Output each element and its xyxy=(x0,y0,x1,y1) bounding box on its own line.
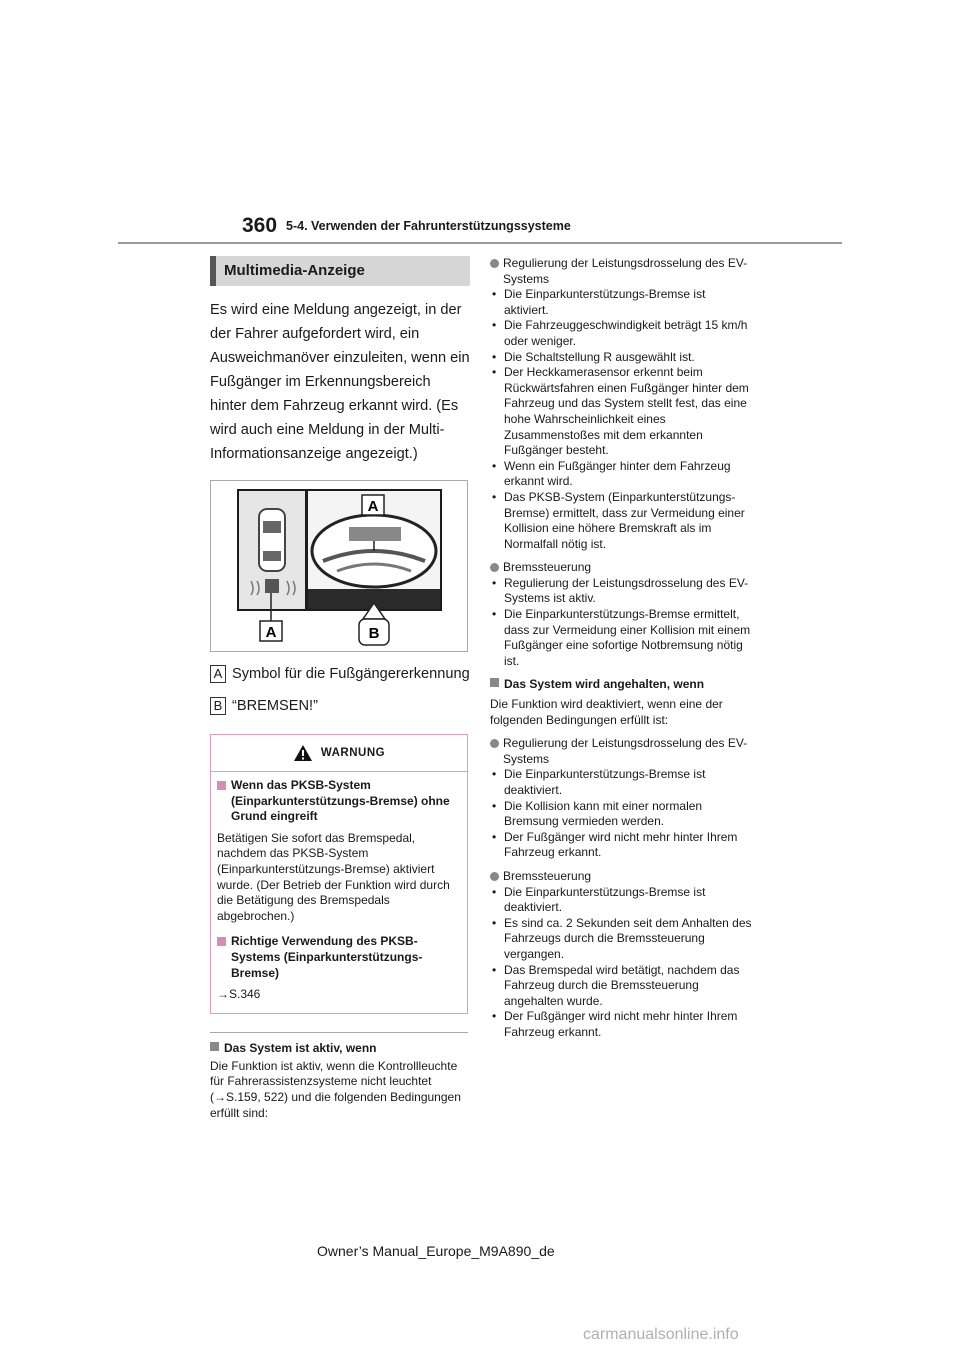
list-item: • Der Fußgänger wird nicht mehr hinter Ihrem Fahrzeug erkannt. xyxy=(490,830,752,861)
condition-group xyxy=(490,869,752,1041)
footer-manual-id: Owner’s Manual_Europe_M9A890_de xyxy=(317,1243,555,1259)
list-item: • Regulierung der Leistungsdrosselung des EV-Systems ist aktiv. xyxy=(490,576,752,607)
list-item: • Die Einparkunterstützungs-Bremse ermittelt, dass zur Vermeidung einer Kollision mit einem Fußgänger eine sofortige Notbremsung nötig ist. xyxy=(490,607,752,669)
separator xyxy=(210,1032,468,1033)
multimedia-display-figure xyxy=(210,480,468,652)
subsection-title: Das System ist aktiv, wenn xyxy=(210,1041,470,1055)
list-item: • Die Einparkunterstützungs-Bremse ist deaktiviert. xyxy=(490,767,752,798)
condition-group xyxy=(490,256,752,552)
warning-item-text: Betätigen Sie sofort das Bremspedal, nachdem das PKSB-System (Einparkunterstützungs-Bremse) aktiviert wurde. (Der Betrieb der Funktion wird durch die Betätigung des Bremspedals abgebrochen.) xyxy=(217,830,450,923)
condition-group xyxy=(490,560,752,669)
car-windshield xyxy=(263,521,281,533)
list-item: • Der Fußgänger wird nicht mehr hinter Ihrem Fahrzeug erkannt. xyxy=(490,1009,752,1040)
list-item: • Die Fahrzeuggeschwindigkeit beträgt 15 km/h oder weniger. xyxy=(490,318,752,349)
page-number: 360 xyxy=(242,214,278,237)
group-head: Bremssteuerung xyxy=(503,868,592,883)
group-head: Regulierung der Leistungsdrosselung des EV-Systems xyxy=(503,736,748,766)
list-item: • Die Einparkunterstützungs-Bremse ist aktiviert. xyxy=(490,287,752,318)
warning-heading xyxy=(211,735,467,772)
watermark: carmanualsonline.info xyxy=(583,1326,739,1343)
page-reference-link[interactable]: →S.346 xyxy=(217,987,261,1002)
callout-a-bottom-label: A xyxy=(265,624,277,641)
car-top-view xyxy=(259,509,285,571)
list-item: • Es sind ca. 2 Sekunden seit dem Anhalten des Fahrzeugs durch die Bremssteuerung vergangen. xyxy=(490,916,752,963)
list-item: • Das PKSB-System (Einparkunterstützungs-Bremse) ermittelt, dass zur Vermeidung einer Kollision eine höhere Bremskraft als im Normalfall nötig ist. xyxy=(490,490,752,552)
list-item: • Die Kollision kann mit einer normalen Bremsung vermieden werden. xyxy=(490,799,752,830)
warning-box xyxy=(210,734,468,1014)
list-item: • Das Bremspedal wird betätigt, nachdem das Fahrzeug durch die Bremssteuerung angehalten wurde. xyxy=(490,963,752,1010)
legend-item-a xyxy=(210,662,470,686)
list-item: • Der Heckkamerasensor erkennt beim Rückwärtsfahren einen Fußgänger hinter dem Fahrzeug und das System stellt fest, das eine hohe Wahrscheinlichkeit eines Zusammenstoßes mit dem erkannten Fußgänger besteht. xyxy=(490,365,752,459)
warning-heading-text: WARNUNG xyxy=(320,747,386,759)
group-head: Bremssteuerung xyxy=(503,560,592,575)
legend-key: B xyxy=(210,697,226,715)
list-item: • Wenn ein Fußgänger hinter dem Fahrzeug erkannt wird. xyxy=(490,459,752,490)
warning-item-title: Wenn das PKSB-System (Einparkunterstützungs-Bremse) ohne Grund eingreift xyxy=(217,778,459,825)
subsection-text: Die Funktion ist aktiv, wenn die Kontrollleuchte für Fahrerassistenzsysteme nicht leuchtet (→S.159, 522) und die folgenden Bedingungen erfüllt sind: xyxy=(210,1058,461,1120)
right-column xyxy=(490,256,752,1049)
pedestrian-symbol-camera xyxy=(349,527,401,541)
group-head: Regulierung der Leistungsdrosselung des EV-Systems xyxy=(503,256,748,286)
list-item: • Die Schaltstellung R ausgewählt ist. xyxy=(490,350,752,366)
section-title: 5-4. Verwenden der Fahrunterstützungssysteme xyxy=(286,219,571,233)
car-rear-window xyxy=(263,551,281,561)
pedestrian-symbol-top xyxy=(265,579,279,593)
legend-key: A xyxy=(210,665,226,683)
display-illustration xyxy=(211,481,467,651)
section-heading: Multimedia-Anzeige xyxy=(210,256,470,286)
subsection-text: Die Funktion wird deaktiviert, wenn eine der folgenden Bedingungen erfüllt ist: xyxy=(490,697,723,727)
left-column xyxy=(210,256,470,1121)
header-rule xyxy=(118,242,842,244)
condition-group xyxy=(490,736,752,861)
warning-triangle-icon xyxy=(293,744,313,762)
legend-item-b xyxy=(210,694,470,718)
legend-text: “BREMSEN!” xyxy=(232,698,318,714)
callout-b-label: B xyxy=(368,625,380,642)
legend-text: Symbol für die Fußgängererkennung xyxy=(232,666,470,682)
subsection-title: Das System wird angehalten, wenn xyxy=(490,677,752,693)
list-item: • Die Einparkunterstützungs-Bremse ist deaktiviert. xyxy=(490,885,752,916)
callout-a-top-label: A xyxy=(367,498,379,515)
figure-legend xyxy=(210,662,470,718)
warning-item-title: Richtige Verwendung des PKSB-Systems (Einparkunterstützungs-Bremse) xyxy=(217,934,459,981)
intro-text: Es wird eine Meldung angezeigt, in der der Fahrer aufgefordert wird, ein Ausweichmanöver einzuleiten, wenn ein Fußgänger im Erkennungsbereich hinter dem Fahrzeug erkannt wird. (Es wird auch eine Meldung in der Multi-Informationsanzeige angezeigt.) xyxy=(210,302,470,462)
